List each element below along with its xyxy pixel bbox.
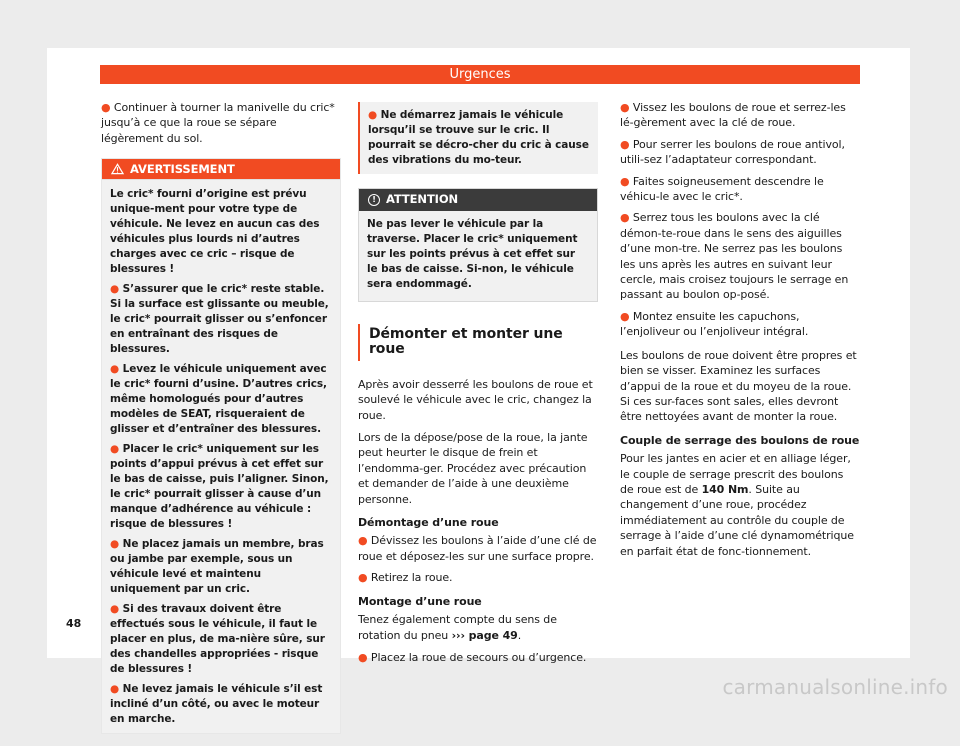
bullet-icon: ● [368,109,381,121]
paragraph: Pour les jantes en acier et en alliage léger, le couple de serrage prescrit des boulons de roue est de 140 Nm. Suite au changement d’une roue, procédez immédiatement au contrôle du couple de serrage à l’aide d’une clé dynamométrique en parfait état de fonc-tionnement. [620,452,854,558]
list-item: ● Montez ensuite les capuchons, l’enjoliveur ou l’enjoliveur intégral. [620,309,809,339]
section-title: Démonter et monter une roue [358,324,598,361]
paragraph: Les boulons de roue doivent être propres et bien se visser. Examinez les surfaces d’appui de la roue et du moyeu de la roue. Si ces sur-faces sont sales, elles devront être nettoyées avant de monter la roue. [620,348,857,424]
info-circle-icon: ! [368,194,380,206]
subheading-torque: Couple de serrage des boulons de roue [620,433,860,447]
bullet-icon: ● [620,137,633,151]
list-item: ● Serrez tous les boulons avec la clé démon-te-roue dans le sens des aiguilles d’une mon-tre. Ne serrez pas les boulons les uns après les autres en suivant leur cercle, mais croisez toujours le serrage en passant au boulon op-posé. [620,211,849,302]
list-item: ● Faites soigneusement descendre le véhicu-le avec le cric*. [620,174,824,204]
bullet-icon: ● [110,603,123,616]
bullet-icon: ● [620,101,633,114]
warning-item: ● S’assurer que le cric* reste stable. Si la surface est glissante ou meuble, le cric* pourrait glisser ou s’enfoncer en entraînant des risques de blessures. [110,283,329,356]
warning-continued-box: ● Ne démarrez jamais le véhicule lorsqu’il se trouve sur le cric. Il pourrait se décro-cher du cric à cause des vibrations du mo-teur. [358,102,598,174]
warning-lead: Le cric* fourni d’origine est prévu unique-ment pour votre type de véhicule. Ne levez en aucun cas des véhicules plus lourds ni d’autres charges avec ce cric – risque de blessures ! [110,188,320,276]
column-2 [358,100,598,671]
warning-item: ● Ne placez jamais un membre, bras ou jambe par exemple, sous un véhicule levé et maintenu uniquement par un cric. [110,538,324,596]
list-item: ● Pour serrer les boulons de roue antivol, utili-sez l’adaptateur correspondant. [620,137,845,167]
paragraph: Après avoir desserré les boulons de roue et soulevé le véhicule avec le cric, changez la roue. [358,377,593,422]
watermark: carmanualsonline.info [722,675,948,699]
bullet-icon: ● [358,650,371,664]
warning-triangle-icon [111,163,124,175]
list-item: ● Vissez les boulons de roue et serrez-les lé-gèrement avec la clé de roue. [620,101,846,130]
column-1 [101,100,341,746]
bullet-icon: ● [101,101,114,114]
bullet-icon: ● [358,534,371,548]
bullet-icon: ● [620,309,633,323]
attention-body: Ne pas lever le véhicule par la traverse. Placer le cric* uniquement sur les points prévus à cet effet sur le bas de caisse. Si-non, le véhicule sera endommagé. [359,211,597,301]
bullet-icon: ● [110,283,123,296]
bullet-icon: ● [358,571,371,585]
warning-item: ● Levez le véhicule uniquement avec le cric* fourni d’usine. D’autres crics, même homologués pour d’autres modèles de SEAT, risqueraient de glisser et d’entraîner des blessures. [110,363,327,436]
bullet-icon: ● [620,211,633,225]
warning-item: ● Si des travaux doivent être effectués sous le véhicule, il faut le placer en plus, de ma-nière sûre, sur des chandelles appropriées - risque de blessures ! [110,603,325,676]
list-item: ● Placez la roue de secours ou d’urgence. [358,650,587,664]
page-number: 48 [66,617,82,630]
bullet-icon: ● [110,443,123,456]
bullet-icon: ● [110,683,123,696]
torque-value: 140 Nm [701,482,749,496]
column-3 [620,100,860,566]
warning-item: ● Ne levez jamais le véhicule s’il est incliné d’un côté, ou avec le moteur en marche. [110,683,323,726]
warning-box [101,158,341,734]
warning-title: AVERTISSEMENT [102,159,340,180]
attention-title: ! ATTENTION [359,189,597,211]
bullet-icon: ● [110,363,123,376]
bullet-icon: ● [110,538,123,551]
attention-box [358,188,598,302]
list-item: ● Dévissez les boulons à l’aide d’une clé de roue et déposez-les sur une surface propre. [358,534,597,563]
bullet-icon: ● [620,174,633,188]
warning-body [102,180,340,733]
warning-item: ● Placer le cric* uniquement sur les points d’appui prévus à cet effet sur le bas de caisse, puis l’aligner. Sinon, le cric* pourrait glisser à cause d’un manque d’adhérence au véhicule : risque de blessures ! [110,443,329,531]
subheading-dismount: Démontage d’une roue [358,516,499,530]
paragraph: Lors de la dépose/pose de la roue, la jante peut heurter le disque de frein et l’endomma-ger. Procédez avec précaution et demander de l’aide à une deuxième personne. [358,431,588,506]
list-item: ● Retirez la roue. [358,571,453,585]
section-header: Urgences [100,65,860,84]
paragraph: Tenez également compte du sens de rotation du pneu ››› page 49. [358,613,557,642]
subheading-mount: Montage d’une roue [358,594,482,608]
page-reference-link[interactable]: ››› page 49 [451,628,518,642]
list-item: ● Continuer à tourner la manivelle du cric* jusqu’à ce que la roue se sépare légèrement du sol. [101,101,335,145]
